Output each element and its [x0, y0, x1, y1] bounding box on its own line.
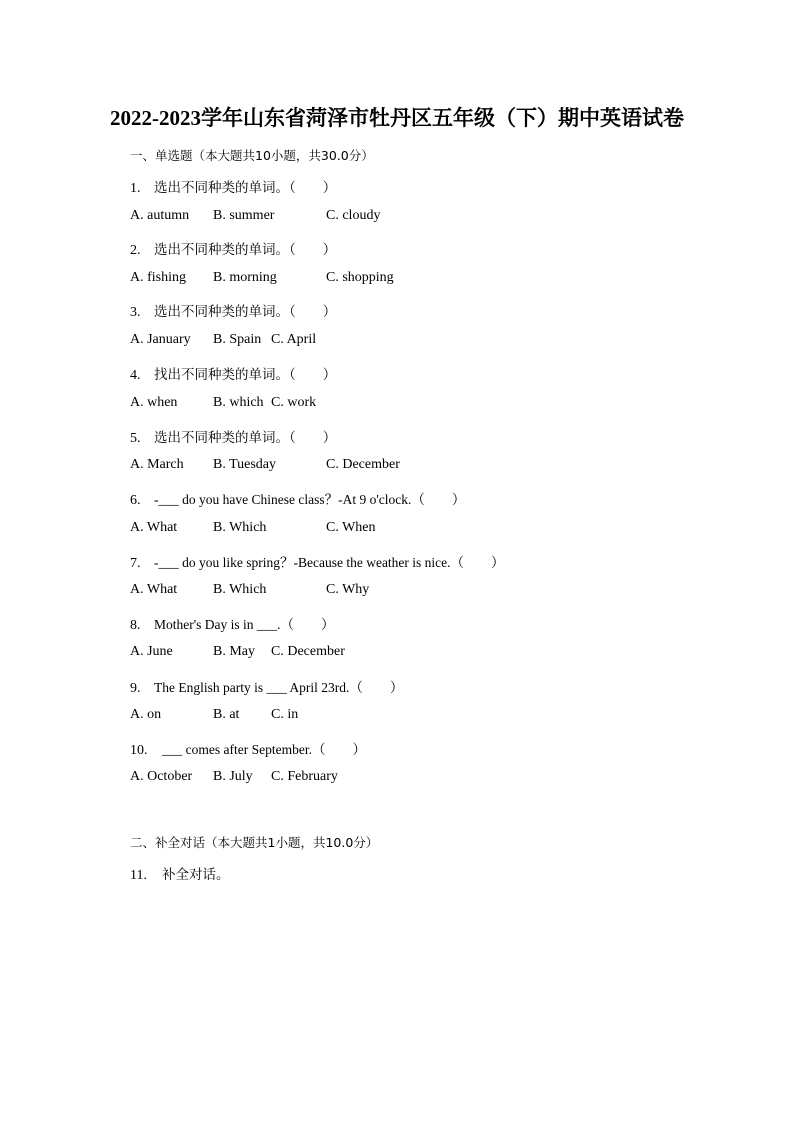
question-2	[130, 238, 336, 259]
option-c: C. shopping	[326, 270, 394, 285]
question-5	[130, 426, 336, 447]
question-number: 9.	[130, 681, 141, 696]
option-c: C. work	[271, 395, 317, 410]
question-text: 选出不同种类的单词。（ ）	[154, 430, 337, 446]
option-b: B. Which	[213, 582, 267, 597]
option-b: B. Tuesday	[213, 457, 277, 472]
option-a: A. January	[130, 332, 191, 347]
question-number: 8.	[130, 618, 141, 633]
question-number: 2.	[130, 243, 141, 258]
question-text: 选出不同种类的单词。（ ）	[154, 304, 337, 320]
option-c: C. Why	[326, 582, 370, 597]
question-7	[130, 551, 505, 572]
question-8	[130, 613, 335, 634]
question-9	[130, 676, 403, 697]
option-c: C. December	[326, 457, 400, 472]
question-number: 5.	[130, 431, 141, 446]
question-3	[130, 300, 336, 321]
option-c: C. in	[271, 707, 299, 722]
question-10	[130, 738, 366, 759]
page-title: 2022-2023学年山东省菏泽市牡丹区五年级（下）期中英语试卷	[110, 106, 684, 130]
option-c: C. April	[271, 332, 317, 347]
question-number: 10.	[130, 743, 148, 758]
option-b: B. May	[213, 644, 255, 659]
question-text: 选出不同种类的单词。（ ）	[154, 242, 337, 258]
question-6	[130, 488, 465, 509]
question-number: 4.	[130, 368, 141, 383]
option-a: A. October	[130, 769, 193, 784]
question-text: -___ do you have Chinese class？-At 9 o'clock.（ ）	[154, 492, 466, 507]
question-text: 找出不同种类的单词。（ ）	[154, 367, 337, 383]
question-text: -___ do you like spring？-Because the weather is nice.（ ）	[154, 555, 505, 570]
section-header-single-choice	[130, 146, 374, 164]
question-number: 7.	[130, 556, 141, 571]
question-number: 3.	[130, 305, 141, 320]
question-text: ___ comes after September.（ ）	[162, 742, 366, 757]
option-c: C. December	[271, 644, 345, 659]
option-b: B. morning	[213, 270, 277, 285]
option-a: A. on	[130, 707, 162, 722]
question-number: 6.	[130, 493, 141, 508]
question-text: Mother's Day is in ___.（ ）	[154, 617, 335, 632]
option-b: B. July	[213, 769, 253, 784]
option-a: A. fishing	[130, 270, 186, 285]
question-1	[130, 176, 336, 197]
question-text: The English party is ___ April 23rd.（ ）	[154, 680, 404, 695]
question-11	[130, 863, 230, 884]
question-4	[130, 363, 336, 384]
option-a: A. March	[130, 457, 184, 472]
option-b: B. at	[213, 707, 240, 722]
question-text: 补全对话。	[162, 867, 230, 883]
option-b: B. Which	[213, 520, 267, 535]
section-name: 一、单选题	[130, 148, 193, 163]
option-a: A. when	[130, 395, 178, 410]
option-b: B. Spain	[213, 332, 262, 347]
question-number: 11.	[130, 868, 147, 883]
option-c: C. February	[271, 769, 338, 784]
section-name: 二、补全对话	[130, 835, 206, 850]
question-number: 1.	[130, 181, 141, 196]
option-a: A. June	[130, 644, 173, 659]
section-note: （本大题共10小题，共30.0分）	[192, 148, 374, 163]
option-b: B. summer	[213, 208, 275, 223]
section-header-dialogue	[130, 833, 378, 851]
option-a: A. What	[130, 520, 178, 535]
option-c: C. When	[326, 520, 376, 535]
option-b: B. which	[213, 395, 264, 410]
option-a: A. autumn	[130, 208, 190, 223]
question-text: 选出不同种类的单词。（ ）	[154, 180, 337, 196]
option-c: C. cloudy	[326, 208, 381, 223]
section-note: （本大题共1小题，共10.0分）	[205, 835, 379, 850]
option-a: A. What	[130, 582, 178, 597]
